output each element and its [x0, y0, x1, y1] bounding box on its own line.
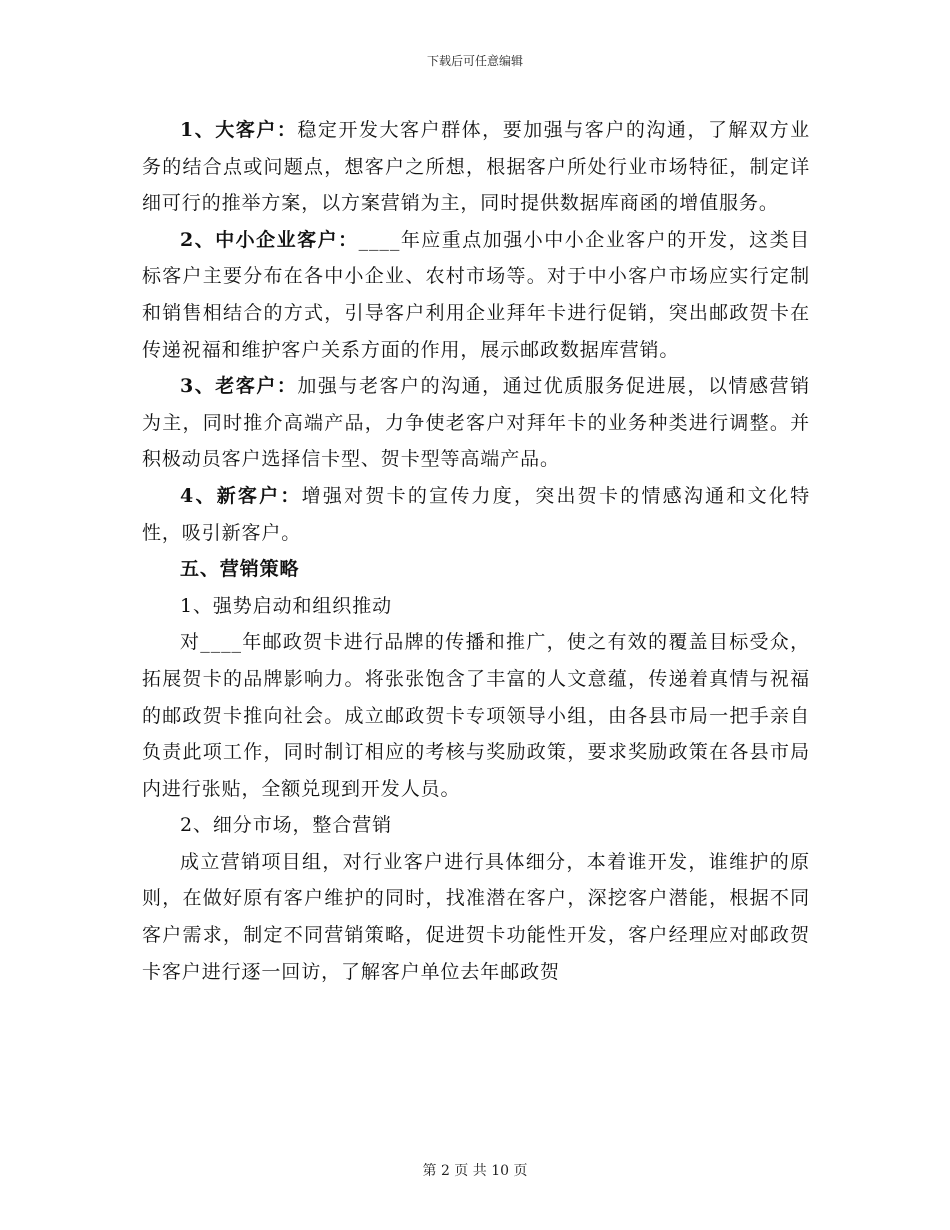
subheading-1: 1、强势启动和组织推动: [180, 594, 392, 617]
paragraph-label: 1、大客户：: [180, 119, 298, 141]
paragraph-old-clients: [142, 368, 810, 478]
page-header: 下载后可任意编辑: [426, 54, 523, 68]
paragraph-new-clients: [142, 478, 810, 551]
paragraph-text: 稳定开发大客户群体，要加强与客户的沟通，了解双方业务的结合点或问题点，想客户之所想，根据客户所处行业市场特征，制定详细可行的推举方案，以方案营销为主，同时提供数据库商函的增值服务。: [142, 119, 810, 215]
paragraph-big-clients: [142, 112, 810, 222]
section-heading: 五、营销策略: [180, 558, 300, 581]
paragraph-label: 4、新客户：: [180, 484, 302, 507]
paragraph-text: ____年应重点加强小中小企业客户的开发，这类目标客户主要分布在各中小企业、农村市场等。对于中小客户市场应实行定制和销售相结合的方式，引导客户利用企业拜年卡进行促销，突出邮政贺卡在传递祝福和维护客户关系方面的作用，展示邮政数据库营销。: [142, 228, 810, 361]
page-footer: 第 2 页 共 10 页: [422, 1163, 528, 1179]
paragraph-segmentation: 成立营销项目组，对行业客户进行具体细分，本着谁开发，谁维护的原则，在做好原有客户维护的同时，找准潜在客户，深挖客户潜能，根据不同客户需求，制定不同营销策略，促进贺卡功能性开发，客户经理应对邮政贺卡客户进行逐一回访，了解客户单位去年邮政贺: [142, 850, 810, 983]
paragraph-text: 加强与老客户的沟通，通过优质服务促进展，以情感营销为主，同时推介高端产品，力争使老客户对拜年卡的业务种类进行调整。并积极动员客户选择信卡型、贺卡型等高端产品。: [142, 375, 810, 471]
document-body: [142, 112, 810, 990]
paragraph-label: 3、老客户：: [180, 375, 298, 398]
paragraph-promotion: 对____年邮政贺卡进行品牌的传播和推广，使之有效的覆盖目标受众，拓展贺卡的品牌影响力。将张张饱含了丰富的人文意蕴，传递着真情与祝福的邮政贺卡推向社会。成立邮政贺卡专项领导小组，由各县市局一把手亲自负责此项工作，同时制订相应的考核与奖励政策，要求奖励政策在各县市局内进行张贴，全额兑现到开发人员。: [142, 631, 810, 800]
paragraph-text: 增强对贺卡的宣传力度，突出贺卡的情感沟通和文化特性，吸引新客户。: [142, 484, 811, 544]
subheading-2: 2、细分市场，整合营销: [180, 814, 392, 837]
paragraph-label: 2、中小企业客户：: [180, 228, 359, 251]
paragraph-sme-clients: [142, 222, 810, 368]
